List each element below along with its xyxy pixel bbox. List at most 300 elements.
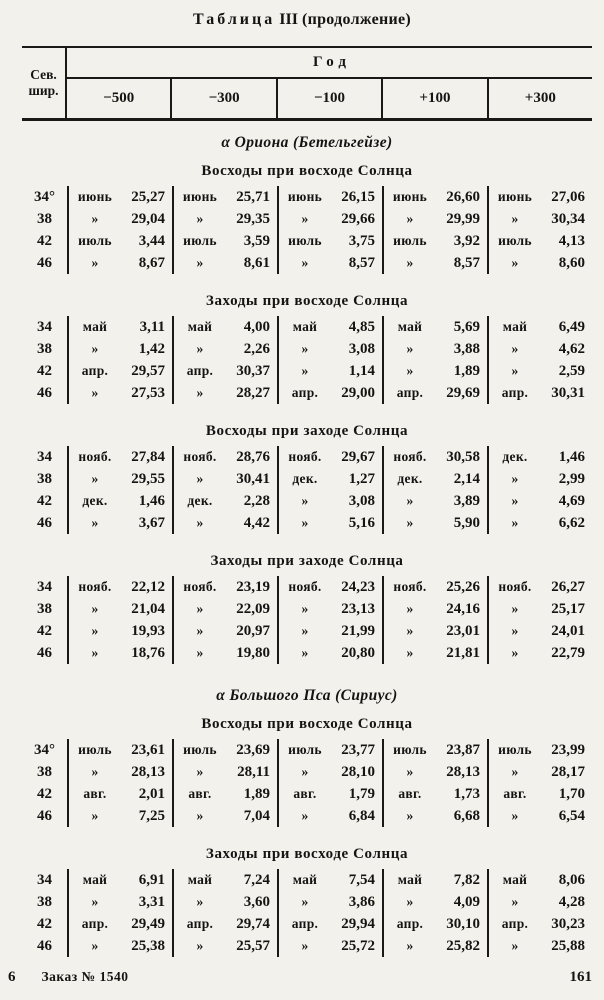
year-cell — [277, 360, 382, 382]
date-value: 26,27 — [551, 578, 585, 595]
latitude-value: 38 — [37, 210, 52, 227]
year-cell — [172, 252, 277, 274]
month-label: нояб. — [393, 579, 427, 594]
date-value: 1,79 — [348, 785, 375, 802]
date-value: 7,24 — [243, 871, 270, 888]
month-label: » — [406, 493, 414, 508]
print-order-number: Заказ № 1540 — [41, 969, 129, 984]
date-value: 4,42 — [243, 514, 270, 531]
month-label: май — [82, 319, 108, 334]
date-value: 3,31 — [138, 893, 165, 910]
date-value: 25,82 — [446, 937, 480, 954]
table-row — [22, 783, 592, 805]
date-value: 3,86 — [348, 893, 375, 910]
year-cell — [487, 208, 592, 230]
year-column-minus100: −100 — [276, 79, 381, 118]
date-value: 7,82 — [453, 871, 480, 888]
year-cell — [67, 913, 172, 935]
year-cell — [67, 891, 172, 913]
year-cell — [277, 316, 382, 338]
latitude-value: 34 — [37, 318, 52, 335]
date-value: 23,01 — [446, 622, 480, 639]
month-label: » — [91, 471, 99, 486]
date-value: 3,89 — [453, 492, 480, 509]
year-cell — [382, 468, 487, 490]
date-value: 3,59 — [243, 232, 270, 249]
block-heading: Восходы при восходе Солнца — [201, 716, 413, 732]
month-label: » — [406, 363, 414, 378]
date-value: 29,57 — [131, 362, 165, 379]
year-column-plus300: +300 — [487, 79, 592, 118]
table-row — [22, 891, 592, 913]
year-cell — [487, 891, 592, 913]
month-label: » — [91, 764, 99, 779]
date-value: 2,99 — [558, 470, 585, 487]
month-label: дек. — [397, 471, 423, 486]
latitude-value: 34 — [37, 871, 52, 888]
year-cell — [487, 739, 592, 761]
year-cell — [277, 446, 382, 468]
date-value: 26,60 — [446, 188, 480, 205]
month-label: » — [301, 601, 309, 616]
table-row — [22, 230, 592, 252]
year-cell — [67, 316, 172, 338]
date-value: 21,81 — [446, 644, 480, 661]
date-value: 4,28 — [558, 893, 585, 910]
date-value: 1,70 — [558, 785, 585, 802]
year-columns-row — [67, 79, 592, 118]
month-label: » — [511, 493, 519, 508]
table-row — [22, 208, 592, 230]
date-value: 7,04 — [243, 807, 270, 824]
year-cell — [277, 512, 382, 534]
year-cell — [277, 739, 382, 761]
year-cell — [382, 382, 487, 404]
date-value: 3,88 — [453, 340, 480, 357]
latitude-value: 34 — [37, 448, 52, 465]
month-label: » — [301, 938, 309, 953]
table-row — [22, 338, 592, 360]
date-value: 29,49 — [131, 915, 165, 932]
date-value: 2,01 — [138, 785, 165, 802]
month-label: » — [406, 255, 414, 270]
month-label: июнь — [497, 189, 533, 204]
month-label: июль — [288, 742, 322, 757]
month-label: нояб. — [393, 449, 427, 464]
month-label: авг. — [83, 786, 107, 801]
data-block — [22, 446, 592, 534]
date-value: 6,84 — [348, 807, 375, 824]
year-cell — [382, 316, 487, 338]
year-cell — [67, 446, 172, 468]
year-cell — [67, 620, 172, 642]
date-value: 28,76 — [236, 448, 270, 465]
date-value: 6,54 — [558, 807, 585, 824]
latitude-value: 42 — [37, 362, 52, 379]
month-label: » — [196, 211, 204, 226]
date-value: 23,77 — [341, 741, 375, 758]
month-label: » — [511, 471, 519, 486]
month-label: нояб. — [78, 449, 112, 464]
date-value: 25,27 — [131, 188, 165, 205]
month-label: май — [292, 319, 318, 334]
date-value: 2,59 — [558, 362, 585, 379]
month-label: » — [91, 808, 99, 823]
month-label: » — [196, 385, 204, 400]
table-row — [22, 490, 592, 512]
month-label: май — [187, 872, 213, 887]
month-label: » — [301, 645, 309, 660]
year-cell — [487, 913, 592, 935]
month-label: » — [511, 645, 519, 660]
month-label: » — [406, 601, 414, 616]
year-cell — [172, 642, 277, 664]
date-value: 8,57 — [348, 254, 375, 271]
month-label: » — [406, 211, 414, 226]
month-label: » — [511, 211, 519, 226]
date-value: 6,49 — [558, 318, 585, 335]
month-label: авг. — [398, 786, 422, 801]
block-heading: Заходы при восходе Солнца — [205, 846, 409, 862]
year-cell — [172, 512, 277, 534]
date-value: 3,11 — [139, 318, 165, 335]
year-cell — [277, 620, 382, 642]
date-value: 28,11 — [237, 763, 270, 780]
month-label: » — [196, 341, 204, 356]
year-column-minus300: −300 — [170, 79, 275, 118]
month-label: апр. — [81, 916, 109, 931]
date-value: 6,91 — [138, 871, 165, 888]
star-section — [22, 132, 592, 664]
year-cell — [172, 869, 277, 891]
table-row — [22, 620, 592, 642]
year-cell — [67, 576, 172, 598]
date-value: 27,53 — [131, 384, 165, 401]
year-cell — [67, 935, 172, 957]
year-cell — [67, 642, 172, 664]
year-cell — [172, 783, 277, 805]
month-label: апр. — [186, 916, 214, 931]
date-value: 28,17 — [551, 763, 585, 780]
year-header-area — [67, 48, 592, 118]
date-value: 23,99 — [551, 741, 585, 758]
month-label: июль — [498, 742, 532, 757]
data-block — [22, 576, 592, 664]
latitude-value: 46 — [37, 254, 52, 271]
table-row — [22, 913, 592, 935]
year-cell — [67, 338, 172, 360]
star-name: α Ориона (Бетельгейзе) — [221, 134, 393, 151]
table-row — [22, 598, 592, 620]
date-value: 25,71 — [236, 188, 270, 205]
latitude-column-header — [22, 48, 67, 118]
date-value: 25,72 — [341, 937, 375, 954]
date-value: 3,75 — [348, 232, 375, 249]
data-block — [22, 869, 592, 957]
month-label: » — [406, 764, 414, 779]
month-label: » — [196, 808, 204, 823]
month-label: » — [301, 894, 309, 909]
table-row — [22, 805, 592, 827]
year-cell — [67, 783, 172, 805]
month-label: май — [397, 319, 423, 334]
month-label: » — [301, 363, 309, 378]
year-cell — [277, 186, 382, 208]
table-row — [22, 252, 592, 274]
date-value: 24,01 — [551, 622, 585, 639]
month-label: апр. — [501, 385, 529, 400]
latitude-value: 34° — [34, 741, 55, 758]
month-label: июнь — [287, 189, 323, 204]
year-cell — [67, 869, 172, 891]
month-label: » — [511, 515, 519, 530]
date-value: 1,42 — [138, 340, 165, 357]
month-label: » — [91, 623, 99, 638]
year-cell — [172, 891, 277, 913]
year-cell — [172, 598, 277, 620]
date-value: 18,76 — [131, 644, 165, 661]
date-value: 19,80 — [236, 644, 270, 661]
date-value: 5,90 — [453, 514, 480, 531]
date-value: 23,87 — [446, 741, 480, 758]
page-footer — [8, 969, 592, 986]
year-cell — [382, 761, 487, 783]
year-cell — [277, 252, 382, 274]
date-value: 27,06 — [551, 188, 585, 205]
date-value: 30,23 — [551, 915, 585, 932]
month-label: » — [196, 471, 204, 486]
month-label: » — [196, 601, 204, 616]
date-value: 25,88 — [551, 937, 585, 954]
date-value: 29,74 — [236, 915, 270, 932]
date-value: 6,62 — [558, 514, 585, 531]
latitude-value: 38 — [37, 600, 52, 617]
date-value: 1,27 — [348, 470, 375, 487]
star-section — [22, 685, 592, 957]
month-label: » — [406, 645, 414, 660]
month-label: » — [196, 623, 204, 638]
year-cell — [67, 230, 172, 252]
month-label: нояб. — [288, 579, 322, 594]
page-title — [0, 0, 604, 31]
year-cell — [382, 913, 487, 935]
date-value: 1,89 — [243, 785, 270, 802]
year-cell — [487, 338, 592, 360]
month-label: дек. — [292, 471, 318, 486]
table-row — [22, 739, 592, 761]
date-value: 3,44 — [138, 232, 165, 249]
date-value: 24,16 — [446, 600, 480, 617]
year-cell — [277, 805, 382, 827]
month-label: июнь — [392, 189, 428, 204]
month-label: » — [196, 894, 204, 909]
date-value: 8,67 — [138, 254, 165, 271]
month-label: нояб. — [78, 579, 112, 594]
month-label: » — [511, 764, 519, 779]
month-label: » — [511, 363, 519, 378]
latitude-value: 46 — [37, 384, 52, 401]
latitude-value: 46 — [37, 644, 52, 661]
date-value: 3,08 — [348, 340, 375, 357]
year-cell — [487, 316, 592, 338]
month-label: май — [82, 872, 108, 887]
month-label: » — [196, 764, 204, 779]
date-value: 30,37 — [236, 362, 270, 379]
month-label: дек. — [187, 493, 213, 508]
year-cell — [172, 576, 277, 598]
date-value: 28,13 — [131, 763, 165, 780]
month-label: » — [511, 601, 519, 616]
month-label: май — [292, 872, 318, 887]
latitude-header-line1: Сев. — [30, 66, 57, 82]
date-value: 4,13 — [558, 232, 585, 249]
year-cell — [382, 208, 487, 230]
year-cell — [382, 642, 487, 664]
month-label: июль — [498, 233, 532, 248]
month-label: нояб. — [288, 449, 322, 464]
date-value: 2,26 — [243, 340, 270, 357]
year-cell — [382, 739, 487, 761]
year-cell — [382, 338, 487, 360]
year-cell — [277, 382, 382, 404]
year-cell — [172, 360, 277, 382]
year-cell — [67, 598, 172, 620]
date-value: 22,79 — [551, 644, 585, 661]
year-cell — [382, 512, 487, 534]
date-value: 24,23 — [341, 578, 375, 595]
title-table-word: Таблица — [192, 11, 276, 28]
month-label: » — [406, 341, 414, 356]
date-value: 3,60 — [243, 893, 270, 910]
month-label: » — [511, 894, 519, 909]
latitude-value: 34 — [37, 578, 52, 595]
latitude-value: 38 — [37, 893, 52, 910]
year-cell — [382, 891, 487, 913]
month-label: » — [196, 515, 204, 530]
date-value: 5,69 — [453, 318, 480, 335]
month-label: нояб. — [183, 579, 217, 594]
year-cell — [382, 783, 487, 805]
month-label: » — [301, 808, 309, 823]
date-value: 1,46 — [558, 448, 585, 465]
month-label: » — [406, 808, 414, 823]
year-cell — [382, 360, 487, 382]
year-cell — [382, 576, 487, 598]
latitude-value: 46 — [37, 807, 52, 824]
month-label: » — [91, 385, 99, 400]
year-cell — [172, 230, 277, 252]
latitude-value: 42 — [37, 785, 52, 802]
month-label: июль — [183, 233, 217, 248]
table-row — [22, 360, 592, 382]
table-row — [22, 468, 592, 490]
month-label: апр. — [186, 363, 214, 378]
month-label: апр. — [396, 385, 424, 400]
year-cell — [277, 913, 382, 935]
year-cell — [277, 783, 382, 805]
year-cell — [67, 761, 172, 783]
month-label: нояб. — [498, 579, 532, 594]
date-value: 4,85 — [348, 318, 375, 335]
date-value: 22,12 — [131, 578, 165, 595]
date-value: 21,04 — [131, 600, 165, 617]
year-cell — [277, 891, 382, 913]
month-label: » — [301, 255, 309, 270]
date-value: 8,06 — [558, 871, 585, 888]
page-number: 161 — [569, 969, 592, 985]
year-cell — [382, 230, 487, 252]
month-label: » — [511, 341, 519, 356]
date-value: 30,34 — [551, 210, 585, 227]
latitude-value: 42 — [37, 492, 52, 509]
month-label: май — [502, 319, 528, 334]
sections-container — [22, 132, 592, 957]
year-cell — [487, 761, 592, 783]
month-label: » — [301, 341, 309, 356]
month-label: » — [91, 645, 99, 660]
date-value: 22,09 — [236, 600, 270, 617]
month-label: » — [511, 255, 519, 270]
date-value: 23,13 — [341, 600, 375, 617]
month-label: » — [301, 515, 309, 530]
year-cell — [67, 360, 172, 382]
data-block — [22, 186, 592, 274]
latitude-value: 42 — [37, 622, 52, 639]
table-row — [22, 576, 592, 598]
latitude-value: 46 — [37, 514, 52, 531]
month-label: » — [301, 211, 309, 226]
year-cell — [67, 186, 172, 208]
year-cell — [67, 468, 172, 490]
month-label: » — [196, 938, 204, 953]
year-cell — [487, 186, 592, 208]
date-value: 30,10 — [446, 915, 480, 932]
date-value: 1,14 — [348, 362, 375, 379]
printer-signature: 6 — [8, 969, 16, 985]
date-value: 25,26 — [446, 578, 480, 595]
year-cell — [487, 805, 592, 827]
table-row — [22, 935, 592, 957]
year-cell — [487, 869, 592, 891]
year-cell — [172, 382, 277, 404]
date-value: 29,04 — [131, 210, 165, 227]
latitude-value: 34° — [34, 188, 55, 205]
year-column-plus100: +100 — [381, 79, 486, 118]
month-label: авг. — [293, 786, 317, 801]
year-cell — [487, 642, 592, 664]
date-value: 8,61 — [243, 254, 270, 271]
year-cell — [172, 490, 277, 512]
month-label: дек. — [502, 449, 528, 464]
date-value: 20,80 — [341, 644, 375, 661]
month-label: » — [301, 623, 309, 638]
date-value: 8,57 — [453, 254, 480, 271]
date-value: 6,68 — [453, 807, 480, 824]
date-value: 1,73 — [453, 785, 480, 802]
month-label: » — [511, 938, 519, 953]
month-label: » — [91, 211, 99, 226]
date-value: 1,46 — [138, 492, 165, 509]
date-value: 23,69 — [236, 741, 270, 758]
year-cell — [382, 446, 487, 468]
month-label: июль — [288, 233, 322, 248]
year-cell — [487, 576, 592, 598]
date-value: 29,00 — [341, 384, 375, 401]
date-value: 21,99 — [341, 622, 375, 639]
table-row — [22, 761, 592, 783]
date-value: 3,67 — [138, 514, 165, 531]
year-cell — [487, 935, 592, 957]
